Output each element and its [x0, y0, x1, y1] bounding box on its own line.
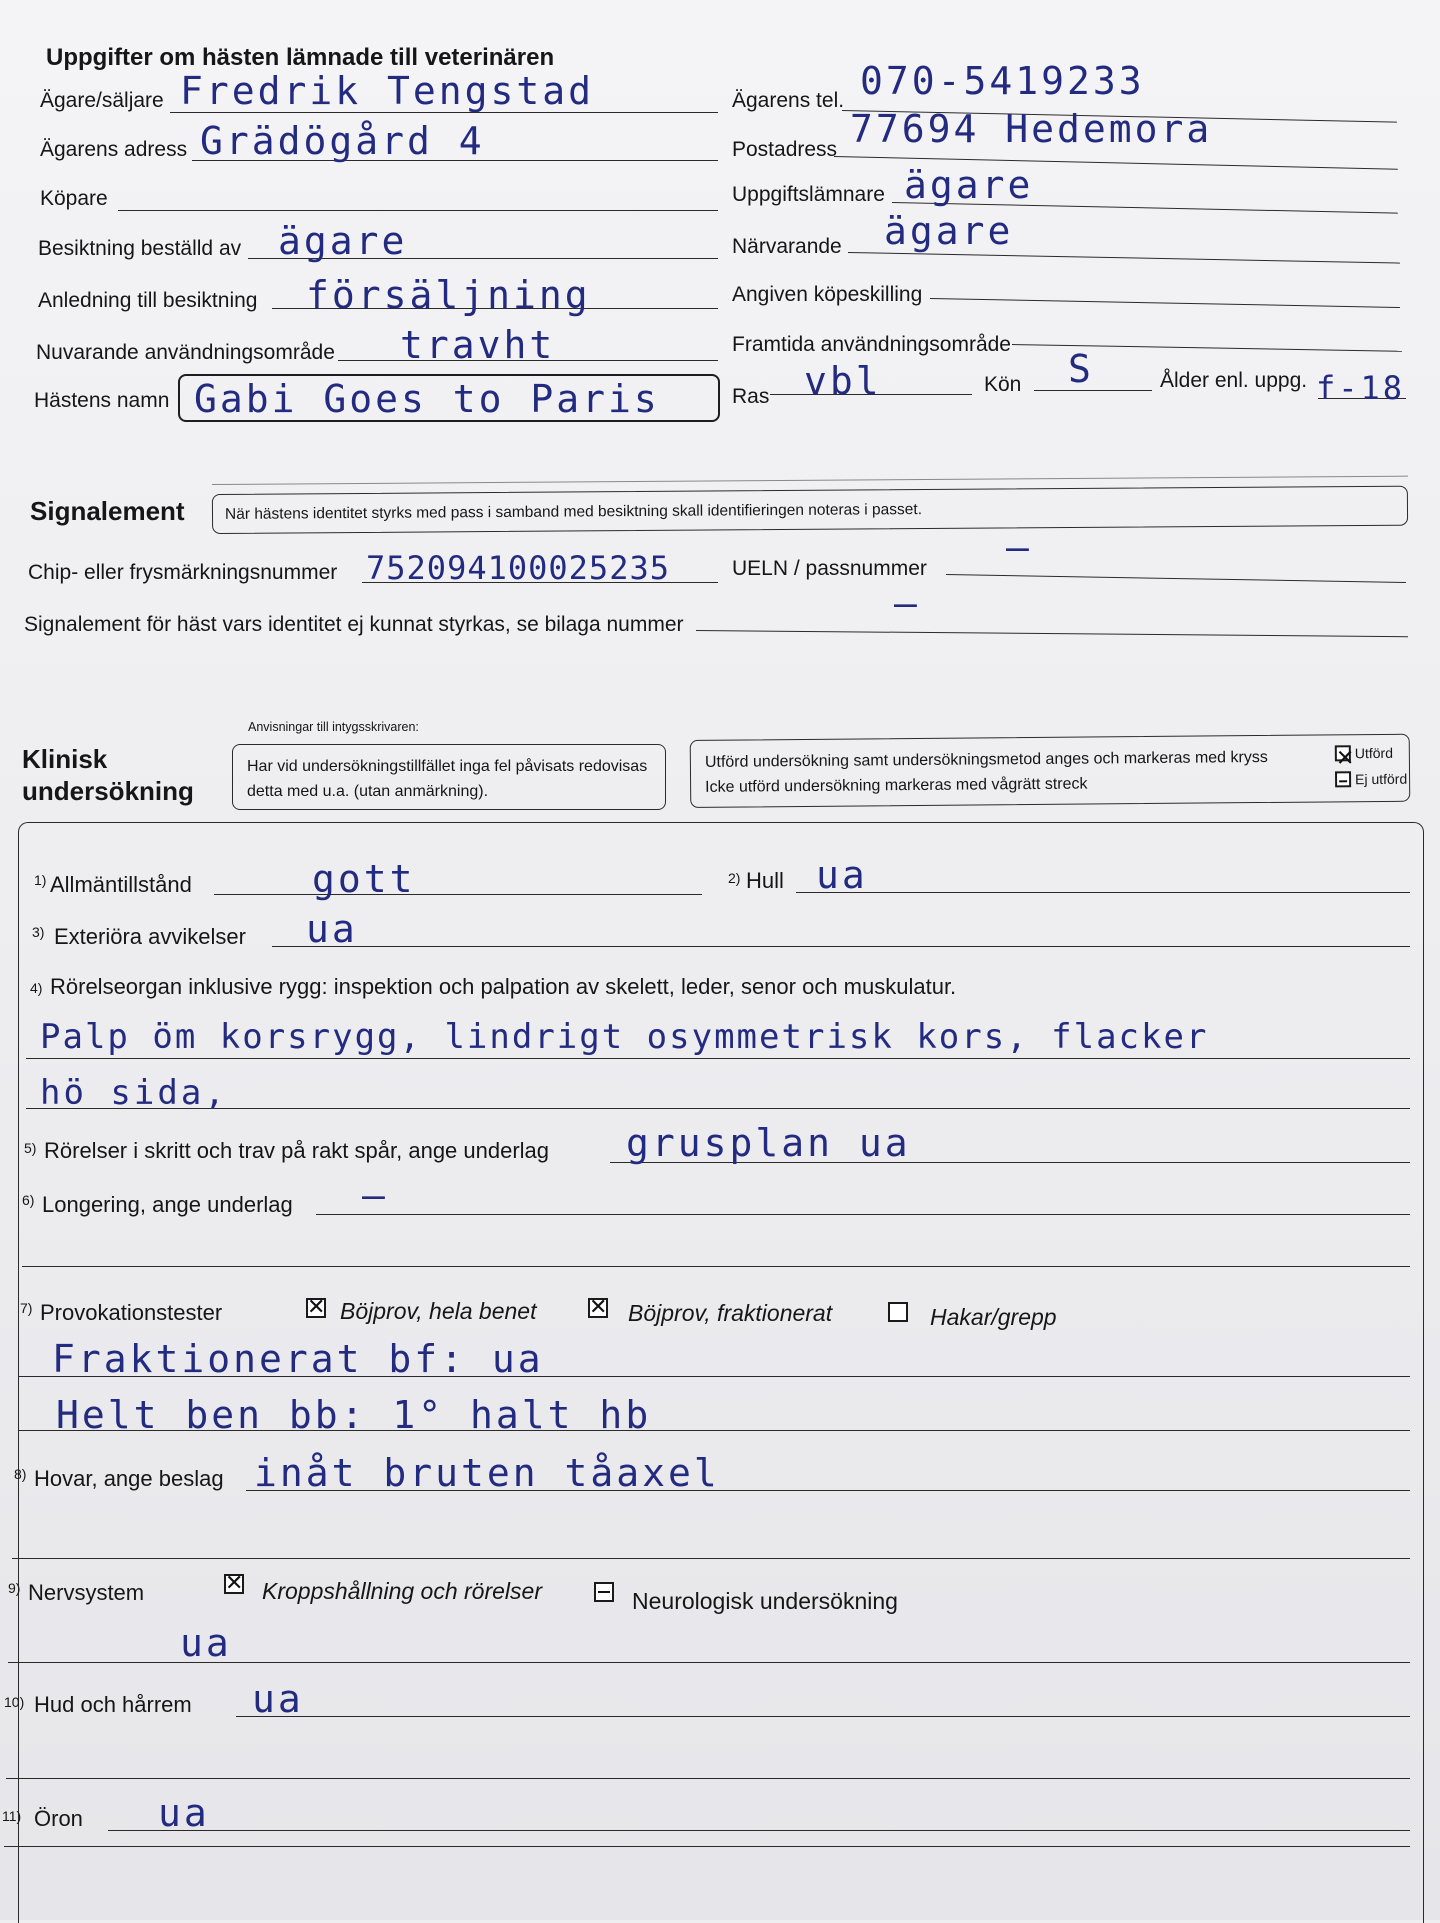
- item2-line: [796, 892, 1410, 893]
- item9-opt1-checkbox[interactable]: [224, 1574, 244, 1594]
- unverified-label: Signalement för häst vars identitet ej kunnat styrkas, se bilaga nummer: [24, 613, 684, 636]
- chip-label: Chip- eller frysmärkningsnummer: [28, 561, 338, 584]
- ueln-line: [946, 574, 1406, 583]
- item8-label: Hovar, ange beslag: [34, 1466, 224, 1491]
- price-line[interactable]: [930, 298, 1400, 308]
- item1-label: Allmäntillstånd: [50, 872, 192, 897]
- item7-opt3-label: Hakar/grepp: [930, 1304, 1057, 1330]
- owner-address-value[interactable]: Grädögård 4: [200, 119, 485, 163]
- item9-label: Nervsystem: [28, 1580, 145, 1605]
- item6-label: Longering, ange underlag: [42, 1192, 293, 1217]
- clinical-heading-line1: Klinisk: [22, 744, 108, 774]
- item9-value[interactable]: ua: [180, 1621, 232, 1665]
- sex-value[interactable]: S: [1068, 347, 1094, 391]
- horse-name-label: Hästens namn: [34, 389, 170, 412]
- age-label: Ålder enl. uppg.: [1160, 369, 1308, 392]
- item3-line: [272, 946, 1410, 947]
- owner-address-label: Ägarens adress: [40, 138, 188, 161]
- item1-value[interactable]: gott: [312, 857, 416, 901]
- instructions-box2-line1: Utförd undersökning samt undersökningsmetod anges och markeras med kryss: [704, 748, 1268, 771]
- unverified-value[interactable]: –: [894, 581, 920, 625]
- item10-number: 10): [4, 1694, 25, 1710]
- item11-label: Öron: [34, 1806, 83, 1831]
- item6-value[interactable]: –: [362, 1173, 388, 1217]
- sex-label: Kön: [984, 373, 1022, 396]
- item9-number: 9): [8, 1580, 21, 1596]
- signalement-note: När hästens identitet styrks med pass i samband med besiktning skall identifieringen noteras i passet.: [212, 486, 1408, 534]
- item10-line: [236, 1716, 1410, 1717]
- item8-extra-line[interactable]: [12, 1558, 1410, 1559]
- item3-number: 3): [32, 924, 45, 940]
- item5-number: 5): [24, 1140, 37, 1156]
- item2-number: 2): [728, 870, 741, 886]
- future-use-label: Framtida användningsområde: [732, 333, 1011, 356]
- item2-value[interactable]: ua: [816, 853, 868, 897]
- informant-value[interactable]: ägare: [904, 163, 1034, 207]
- item4-label: Rörelseorgan inklusive rygg: inspektion och palpation av skelett, leder, senor och muskulatur.: [50, 974, 957, 999]
- item3-label: Exteriöra avvikelser: [54, 924, 246, 949]
- item7-value-line1[interactable]: Fraktionerat bf: ua: [52, 1337, 544, 1381]
- horse-name-value: Gabi Goes to Paris: [194, 377, 660, 421]
- legend-done-checkbox: [1335, 745, 1351, 761]
- item7-value-line2[interactable]: Helt ben bb: 1° halt hb: [56, 1393, 652, 1437]
- item10-label: Hud och hårrem: [34, 1692, 192, 1717]
- present-value[interactable]: ägare: [884, 209, 1014, 253]
- item11-line: [108, 1830, 1410, 1831]
- ueln-value[interactable]: –: [1006, 525, 1032, 569]
- owner-label: Ägare/säljare: [40, 89, 164, 112]
- clinical-heading-line2: undersökning: [22, 776, 194, 806]
- legend-not-done-label: Ej utförd: [1355, 770, 1408, 788]
- item10-value[interactable]: ua: [252, 1677, 304, 1721]
- ueln-label: UELN / passnummer: [732, 557, 927, 580]
- instructions-box1-text: Har vid undersökningstillfället inga fel påvisats redovisas detta med u.a. (utan anmärkning).: [247, 758, 648, 800]
- breed-label: Ras: [732, 385, 770, 408]
- item6-line: [316, 1214, 1410, 1215]
- item4-value-line2[interactable]: hö sida,: [40, 1073, 228, 1113]
- postal-label: Postadress: [732, 138, 838, 161]
- instructions-box1: [232, 744, 666, 810]
- item4-line2: [26, 1108, 1410, 1109]
- current-use-value[interactable]: travht: [400, 323, 556, 367]
- legend-done-label: Utförd: [1354, 744, 1394, 762]
- instructions-title: Anvisningar till intygsskrivaren:: [248, 720, 419, 734]
- ordered-by-label: Besiktning beställd av: [38, 237, 242, 260]
- form-title: Uppgifter om hästen lämnade till veterinären: [46, 44, 555, 71]
- item7-number: 7): [20, 1300, 33, 1316]
- item3-value[interactable]: ua: [306, 907, 358, 951]
- instructions-box2: [690, 734, 1411, 808]
- current-use-label: Nuvarande användningsområde: [36, 341, 335, 364]
- buyer-label: Köpare: [40, 187, 108, 210]
- present-label: Närvarande: [732, 235, 842, 258]
- item4-value-line1[interactable]: Palp öm korsrygg, lindrigt osymmetrisk kors, flacker: [40, 1017, 1209, 1057]
- owner-value[interactable]: Fredrik Tengstad: [180, 69, 595, 113]
- signalement-heading: Signalement: [30, 496, 185, 526]
- item11-number: 11): [2, 1808, 22, 1824]
- item10-extra-line[interactable]: [6, 1778, 1410, 1779]
- item9-opt1-label: Kroppshållning och rörelser: [262, 1578, 542, 1604]
- instructions-box2-line2: Icke utförd undersökning markeras med vågrätt streck: [705, 775, 1088, 796]
- item6-number: 6): [22, 1192, 35, 1208]
- item7-opt3-checkbox[interactable]: [888, 1302, 908, 1322]
- price-label: Angiven köpeskilling: [732, 283, 923, 306]
- item7-opt1-checkbox[interactable]: [306, 1298, 326, 1318]
- reason-value[interactable]: försäljning: [306, 273, 591, 317]
- item7-label: Provokationstester: [40, 1300, 223, 1325]
- item7-opt2-label: Böjprov, fraktionerat: [628, 1300, 833, 1326]
- buyer-line[interactable]: [118, 210, 718, 211]
- present-line: [848, 252, 1400, 264]
- item2-label: Hull: [746, 868, 784, 893]
- item9-opt2-checkbox[interactable]: [594, 1582, 614, 1602]
- informant-label: Uppgiftslämnare: [732, 183, 885, 206]
- breed-value[interactable]: vbl: [804, 359, 882, 403]
- item9-opt2-label: Neurologisk undersökning: [632, 1588, 898, 1614]
- item4-number: 4): [30, 980, 43, 996]
- unverified-line: [696, 630, 1408, 637]
- bottom-line: [4, 1846, 1410, 1847]
- divider-line: [212, 476, 1408, 485]
- item1-number: 1): [34, 872, 47, 888]
- chip-value[interactable]: 752094100025235: [366, 549, 670, 587]
- item5-value[interactable]: grusplan ua: [626, 1121, 911, 1165]
- age-value[interactable]: f-18: [1316, 369, 1406, 407]
- reason-label: Anledning till besiktning: [38, 289, 258, 312]
- item8-value[interactable]: inåt bruten tåaxel: [254, 1451, 720, 1495]
- item6-extra-line[interactable]: [22, 1266, 1410, 1267]
- item1-line: [214, 894, 702, 895]
- item5-label: Rörelser i skritt och trav på rakt spår, ange underlag: [44, 1138, 550, 1163]
- item7-opt1-label: Böjprov, hela benet: [340, 1298, 537, 1324]
- ordered-by-value[interactable]: ägare: [278, 219, 408, 263]
- item11-value[interactable]: ua: [158, 1791, 210, 1835]
- legend-not-done-checkbox: [1335, 771, 1351, 787]
- item7-opt2-checkbox[interactable]: [588, 1298, 608, 1318]
- item4-line1: [26, 1058, 1410, 1059]
- item8-number: 8): [14, 1466, 27, 1482]
- owner-phone-label: Ägarens tel.: [732, 89, 845, 112]
- postal-value[interactable]: 77694 Hedemora: [850, 107, 1213, 151]
- owner-phone-value[interactable]: 070-5419233: [860, 59, 1145, 103]
